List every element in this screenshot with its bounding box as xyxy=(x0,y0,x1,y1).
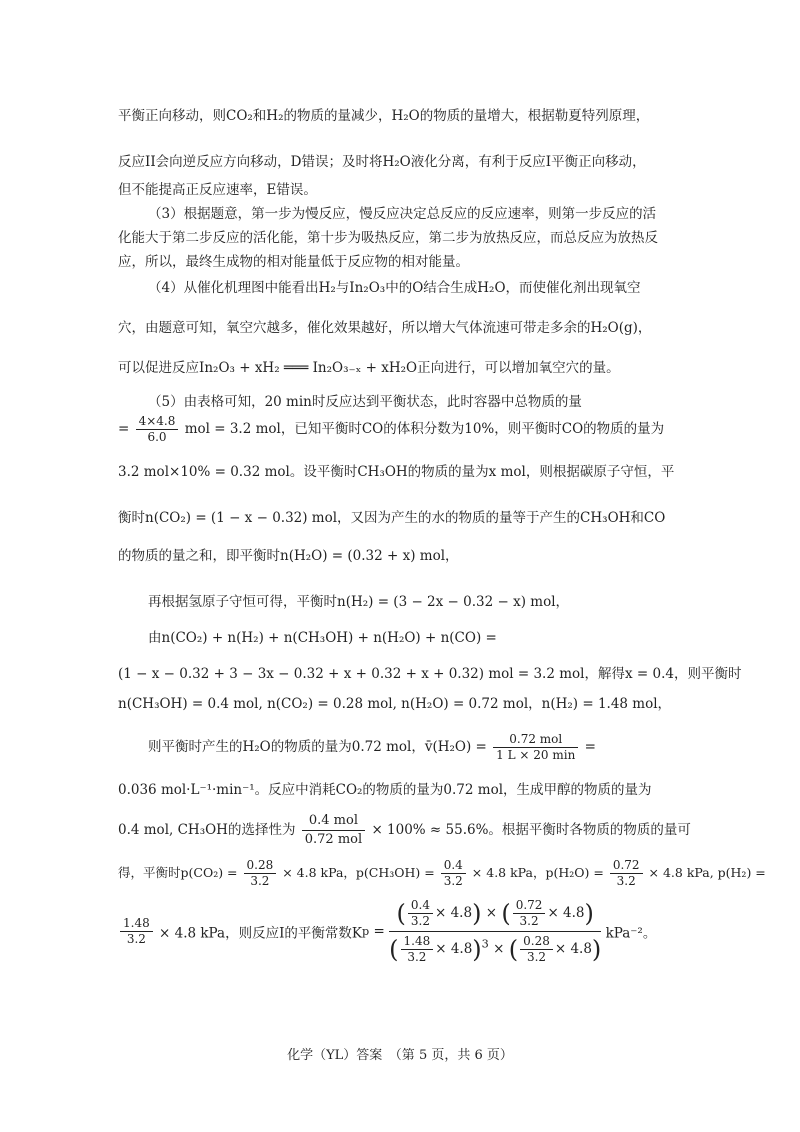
fraction-numerator: 0.72 mol xyxy=(493,732,578,748)
text-line: （4）从催化机理图中能看出H₂与In₂O₃中的O结合生成H₂O，而使催化剂出现氧空 xyxy=(148,280,641,296)
page-footer: 化学（YL）答案 （第 5 页，共 6 页） xyxy=(287,1048,513,1063)
text-line: 由n(CO₂) + n(H₂) + n(CH₃OH) + n(H₂O) + n(CO) = xyxy=(148,630,497,646)
text-line: 可以促进反应In₂O₃ + xH₂ ═══ In₂O₃₋ₓ + xH₂O正向进行，可以增加氧空穴的量。 xyxy=(118,360,620,376)
text-line: 再根据氢原子守恒可得，平衡时n(H₂) = (3 − 2x − 0.32 − x) mol， xyxy=(148,594,570,610)
kp-formula: $\frac{1.48}{3.2}$ × 4.8 kPa，则反应I的平衡常数Kp = ( $\frac{0.4}{3.2}$ × 4.8) × ( $\frac{0.72}{3.2}$ × 4.8) ( $\frac{1.48}{3.2}$ × 4.8)$^3$ × ( $\frac{0.28}{3.2}$ × 4.8) kPa⁻²。 xyxy=(118,896,656,976)
kp-fraction: ( $\frac{0.4}{3.2}$ × 4.8) × ( $\frac{0.72}{3.2}$ × 4.8) ( $\frac{1.48}{3.2}$ × 4.8)$^3$ × ( $\frac{0.28}{3.2}$ × 4.8) xyxy=(389,898,602,964)
formula-line: 得，平衡时p(CO₂) = $\frac{0.28}{3.2}$ × 4.8 kPa，p(CH₃OH) = $\frac{0.4}{3.2}$ × 4.8 kPa，p(H₂O) = $\frac{0.72}{3.2}$ × 4.8 kPa, p(H₂) = xyxy=(118,858,766,888)
text-line: （3）根据题意，第一步为慢反应，慢反应决定总反应的反应速率，则第一步反应的活 xyxy=(148,206,657,222)
fraction-numerator: 0.4 mol xyxy=(302,812,365,831)
text-line: 但不能提高正反应速率，E错误。 xyxy=(118,182,317,198)
text-line: 应，所以，最终生成物的相对能量低于反应物的相对能量。 xyxy=(118,254,469,270)
text-line: 平衡正向移动，则CO₂和H₂的物质的量减少，H₂O的物质的量增大，根据勒夏特列原理， xyxy=(118,108,650,124)
text-line: 反应II会向逆反应方向移动，D错误；及时将H₂O液化分离，有利于反应I平衡正向移动， xyxy=(118,154,646,170)
formula-line: 0.4 mol, CH₃OH的选择性为 $\frac{\text{0.4 mol}}{\text{0.72 mol}}$ × 100% ≈ 55.6%。根据平衡时各物质的物质的量可 xyxy=(118,813,691,847)
text-line: 的物质的量之和，即平衡时n(H₂O) = (0.32 + x) mol， xyxy=(118,548,459,564)
text-line: 0.036 mol·L⁻¹·min⁻¹。反应中消耗CO₂的物质的量为0.72 mol，生成甲醇的物质的量为 xyxy=(118,782,652,798)
formula-line: 则平衡时产生的H₂O的物质的量为0.72 mol，v̄(H₂O) = $\frac{\text{0.72 mol}}{1 L \times 20 \min}$ = xyxy=(148,732,596,762)
text-line: 3.2 mol×10% = 0.32 mol。设平衡时CH₃OH的物质的量为x mol，则根据碳原子守恒，平 xyxy=(118,464,675,480)
text-line: 化能大于第二步反应的活化能，第十步为吸热反应，第二步为放热反应，而总反应为放热反 xyxy=(118,230,658,246)
text-line: 衡时n(CO₂) = (1 − x − 0.32) mol，又因为产生的水的物质的量等于产生的CH₃OH和CO xyxy=(118,510,666,526)
formula-line: = $\frac{4\times 4.8}{6.0}$ mol = 3.2 mol，已知平衡时CO的体积分数为10%，则平衡时CO的物质的量为 xyxy=(118,414,665,444)
text-line: 穴，由题意可知，氧空穴越多，催化效果越好，所以增大气体流速可带走多余的H₂O(g)， xyxy=(118,320,652,336)
text-line: (1 − x − 0.32 + 3 − 3x − 0.32 + x + 0.32 + x + 0.32) mol = 3.2 mol，解得x = 0.4，则平衡时 xyxy=(118,666,742,682)
fraction-numerator: 4×4.8 xyxy=(136,414,179,430)
fraction-denominator: 1 L × 20 min xyxy=(496,748,576,762)
fraction-denominator: 6.0 xyxy=(147,430,167,444)
text-line: （5）由表格可知，20 min时反应达到平衡状态，此时容器中总物质的量 xyxy=(148,394,582,410)
fraction-denominator: 0.72 mol xyxy=(304,832,363,847)
text-line: n(CH₃OH) = 0.4 mol, n(CO₂) = 0.28 mol, n(H₂O) = 0.72 mol，n(H₂) = 1.48 mol， xyxy=(118,696,672,712)
